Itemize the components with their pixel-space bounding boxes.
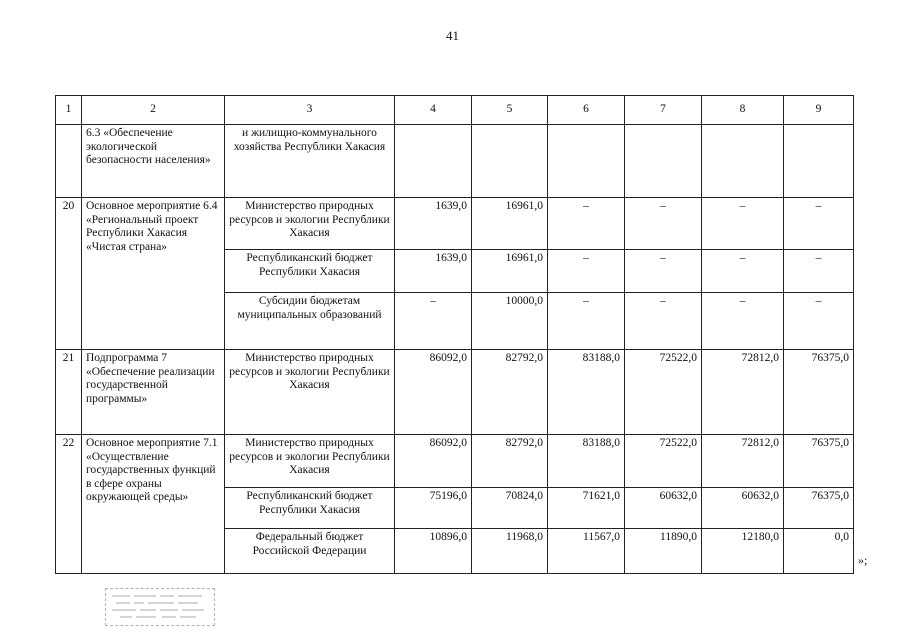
row-number <box>56 125 82 198</box>
executor-cell: Республиканский бюджет Республики Хакасия <box>225 488 395 529</box>
value-cell: 11890,0 <box>625 529 702 574</box>
value-cell: 76375,0 <box>784 350 854 435</box>
closing-quote-mark: »; <box>858 553 868 567</box>
value-cell: 10896,0 <box>395 529 472 574</box>
stamp <box>105 588 215 626</box>
value-cell: 72812,0 <box>702 435 784 488</box>
executor-cell: Министерство природных ресурсов и экологии Республики Хакасия <box>225 435 395 488</box>
value-cell: 11567,0 <box>548 529 625 574</box>
value-cell <box>625 125 702 198</box>
value-cell: 86092,0 <box>395 350 472 435</box>
value-cell <box>395 125 472 198</box>
value-cell <box>702 125 784 198</box>
value-cell: – <box>702 250 784 293</box>
table-row <box>56 435 854 488</box>
value-cell: – <box>702 198 784 250</box>
value-cell: 12180,0 <box>702 529 784 574</box>
column-header: 4 <box>395 96 472 125</box>
value-cell: – <box>625 250 702 293</box>
value-cell: 16961,0 <box>472 250 548 293</box>
value-cell: 1639,0 <box>395 198 472 250</box>
value-cell: 11968,0 <box>472 529 548 574</box>
column-header: 6 <box>548 96 625 125</box>
value-cell: 71621,0 <box>548 488 625 529</box>
value-cell: 75196,0 <box>395 488 472 529</box>
value-cell: 86092,0 <box>395 435 472 488</box>
value-cell: – <box>548 198 625 250</box>
executor-cell: Министерство природных ресурсов и экологии Республики Хакасия <box>225 198 395 250</box>
value-cell: 60632,0 <box>702 488 784 529</box>
value-cell: 1639,0 <box>395 250 472 293</box>
value-cell: – <box>625 293 702 350</box>
value-cell: 82792,0 <box>472 435 548 488</box>
value-cell: 72522,0 <box>625 435 702 488</box>
value-cell: – <box>395 293 472 350</box>
value-cell: 72812,0 <box>702 350 784 435</box>
executor-cell: и жилищно-коммунального хозяйства Республики Хакасия <box>225 125 395 198</box>
value-cell <box>784 125 854 198</box>
column-header: 7 <box>625 96 702 125</box>
row-number: 22 <box>56 435 82 574</box>
value-cell: – <box>784 293 854 350</box>
value-cell: 82792,0 <box>472 350 548 435</box>
page-number: 41 <box>446 28 459 43</box>
value-cell: 72522,0 <box>625 350 702 435</box>
value-cell: – <box>784 198 854 250</box>
value-cell: 70824,0 <box>472 488 548 529</box>
column-header: 2 <box>82 96 225 125</box>
executor-cell: Республиканский бюджет Республики Хакасия <box>225 250 395 293</box>
value-cell: – <box>702 293 784 350</box>
column-header: 1 <box>56 96 82 125</box>
measure-name: 6.3 «Обеспечение экологической безопасности населения» <box>82 125 225 198</box>
measure-name: Основное мероприятие 7.1 «Осуществление государственных функций в сфере охраны окружающей среды» <box>82 435 225 574</box>
value-cell: – <box>784 250 854 293</box>
value-cell: – <box>625 198 702 250</box>
value-cell: 10000,0 <box>472 293 548 350</box>
row-number: 20 <box>56 198 82 350</box>
measure-name: Основное мероприятие 6.4 «Региональный проект Республики Хакасия «Чистая страна» <box>82 198 225 350</box>
budget-table <box>55 95 854 574</box>
value-cell: 76375,0 <box>784 435 854 488</box>
measure-name: Подпрограмма 7 «Обеспечение реализации государственной программы» <box>82 350 225 435</box>
value-cell: – <box>548 293 625 350</box>
executor-cell: Министерство природных ресурсов и экологии Республики Хакасия <box>225 350 395 435</box>
row-number: 21 <box>56 350 82 435</box>
stamp-icon <box>106 589 214 625</box>
executor-cell: Федеральный бюджет Российской Федерации <box>225 529 395 574</box>
value-cell: 83188,0 <box>548 435 625 488</box>
table-row <box>56 125 854 198</box>
value-cell: 16961,0 <box>472 198 548 250</box>
column-header: 9 <box>784 96 854 125</box>
value-cell: 83188,0 <box>548 350 625 435</box>
value-cell: 76375,0 <box>784 488 854 529</box>
value-cell: 0,0 <box>784 529 854 574</box>
value-cell <box>472 125 548 198</box>
table-row <box>56 350 854 435</box>
column-header: 5 <box>472 96 548 125</box>
value-cell <box>548 125 625 198</box>
value-cell: 60632,0 <box>625 488 702 529</box>
column-header: 8 <box>702 96 784 125</box>
column-header: 3 <box>225 96 395 125</box>
table-header-row <box>56 96 854 125</box>
table-row <box>56 198 854 250</box>
executor-cell: Субсидии бюджетам муниципальных образований <box>225 293 395 350</box>
value-cell: – <box>548 250 625 293</box>
